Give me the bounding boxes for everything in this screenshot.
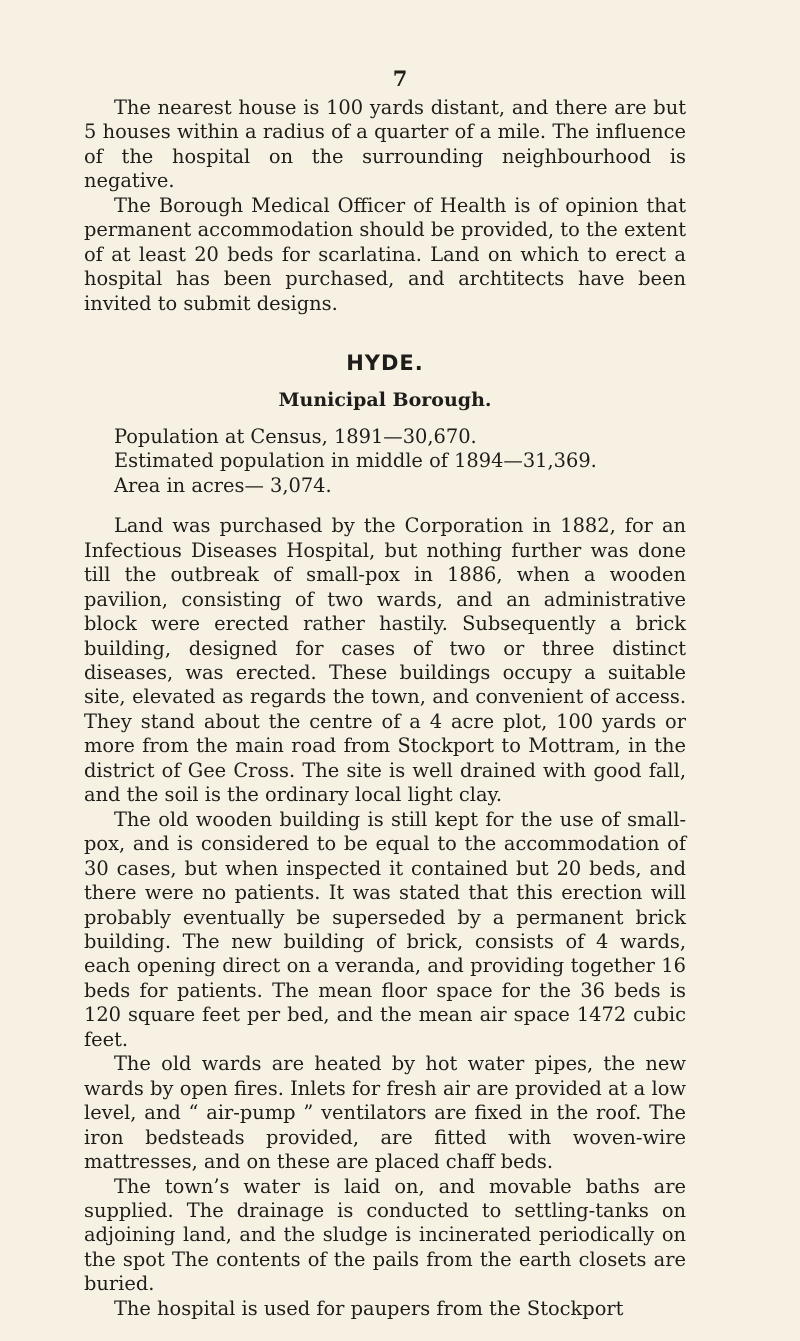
paragraph-heating: The old wards are heated by hot water pipes, the new wards by open fires. Inlets for fresh air are provided at a low level, and “ air-pump ” ventilators are fixed in the roof. The iron bedsteads provided, are fitted with woven-wire mattresses, and on these are placed chaff beds. bbox=[84, 1052, 686, 1174]
intro-paragraph-1: The nearest house is 100 yards distant, and there are but 5 houses within a radius of a quarter of a mile. The influence of the hospital on the surrounding neighbourhood is negative. bbox=[84, 96, 686, 193]
paragraph-water-drainage: The town’s water is laid on, and movable baths are supplied. The drainage is conducted to settling-tanks on adjoining land, and the sludge is incinerated periodically on the spot The contents of the pails from the earth closets are buried. bbox=[84, 1174, 686, 1296]
section-title: HYDE. bbox=[346, 351, 424, 376]
paragraph-wooden-building: The old wooden building is still kept for the use of small-pox, and is considered to be equal to the accommodation of 30 cases, but when inspected it contained but 20 beds, and there were no patients. It was stated that this erection will probably eventually be superseded by a permanent brick building. The new building of brick, consists of 4 wards, each opening direct on a veranda, and providing together 16 beds for patients. The mean floor space for the 36 beds is 120 square feet per bed, and the mean air space 1472 cubic feet. bbox=[84, 807, 686, 1051]
intro-paragraph-2: The Borough Medical Officer of Health is of opinion that permanent accommodation should be provided, to the extent of at least 20 beds for scarlatina. Land on which to erect a hospital has been purchased, and archtitects have been invited to submit designs. bbox=[84, 193, 686, 315]
stat-area: Area in acres— 3,074. bbox=[114, 473, 332, 497]
stat-population-census: Population at Census, 1891—30,670. bbox=[114, 425, 477, 449]
page-body bbox=[84, 96, 686, 1321]
section-subtitle: Municipal Borough. bbox=[278, 389, 492, 412]
stat-estimated-population: Estimated population in middle of 1894—31,369. bbox=[114, 449, 597, 473]
paragraph-paupers: The hospital is used for paupers from the Stockport bbox=[114, 1296, 624, 1320]
paragraph-land-purchase: Land was purchased by the Corporation in 1882, for an Infectious Diseases Hospital, but nothing further was done till the outbreak of small-pox in 1886, when a wooden pavilion, consisting of two wards, and an administrative block were erected rather hastily. Subsequently a brick building, designed for cases of two or three distinct diseases, was erected. These buildings occupy a suitable site, elevated as regards the town, and convenient of access. They stand about the centre of a 4 acre plot, 100 yards or more from the main road from Stockport to Mottram, in the district of Gee Cross. The site is well drained with good fall, and the soil is the ordinary local light clay. bbox=[84, 514, 686, 807]
statistics-block bbox=[114, 425, 686, 498]
page-number: 7 bbox=[392, 66, 408, 91]
